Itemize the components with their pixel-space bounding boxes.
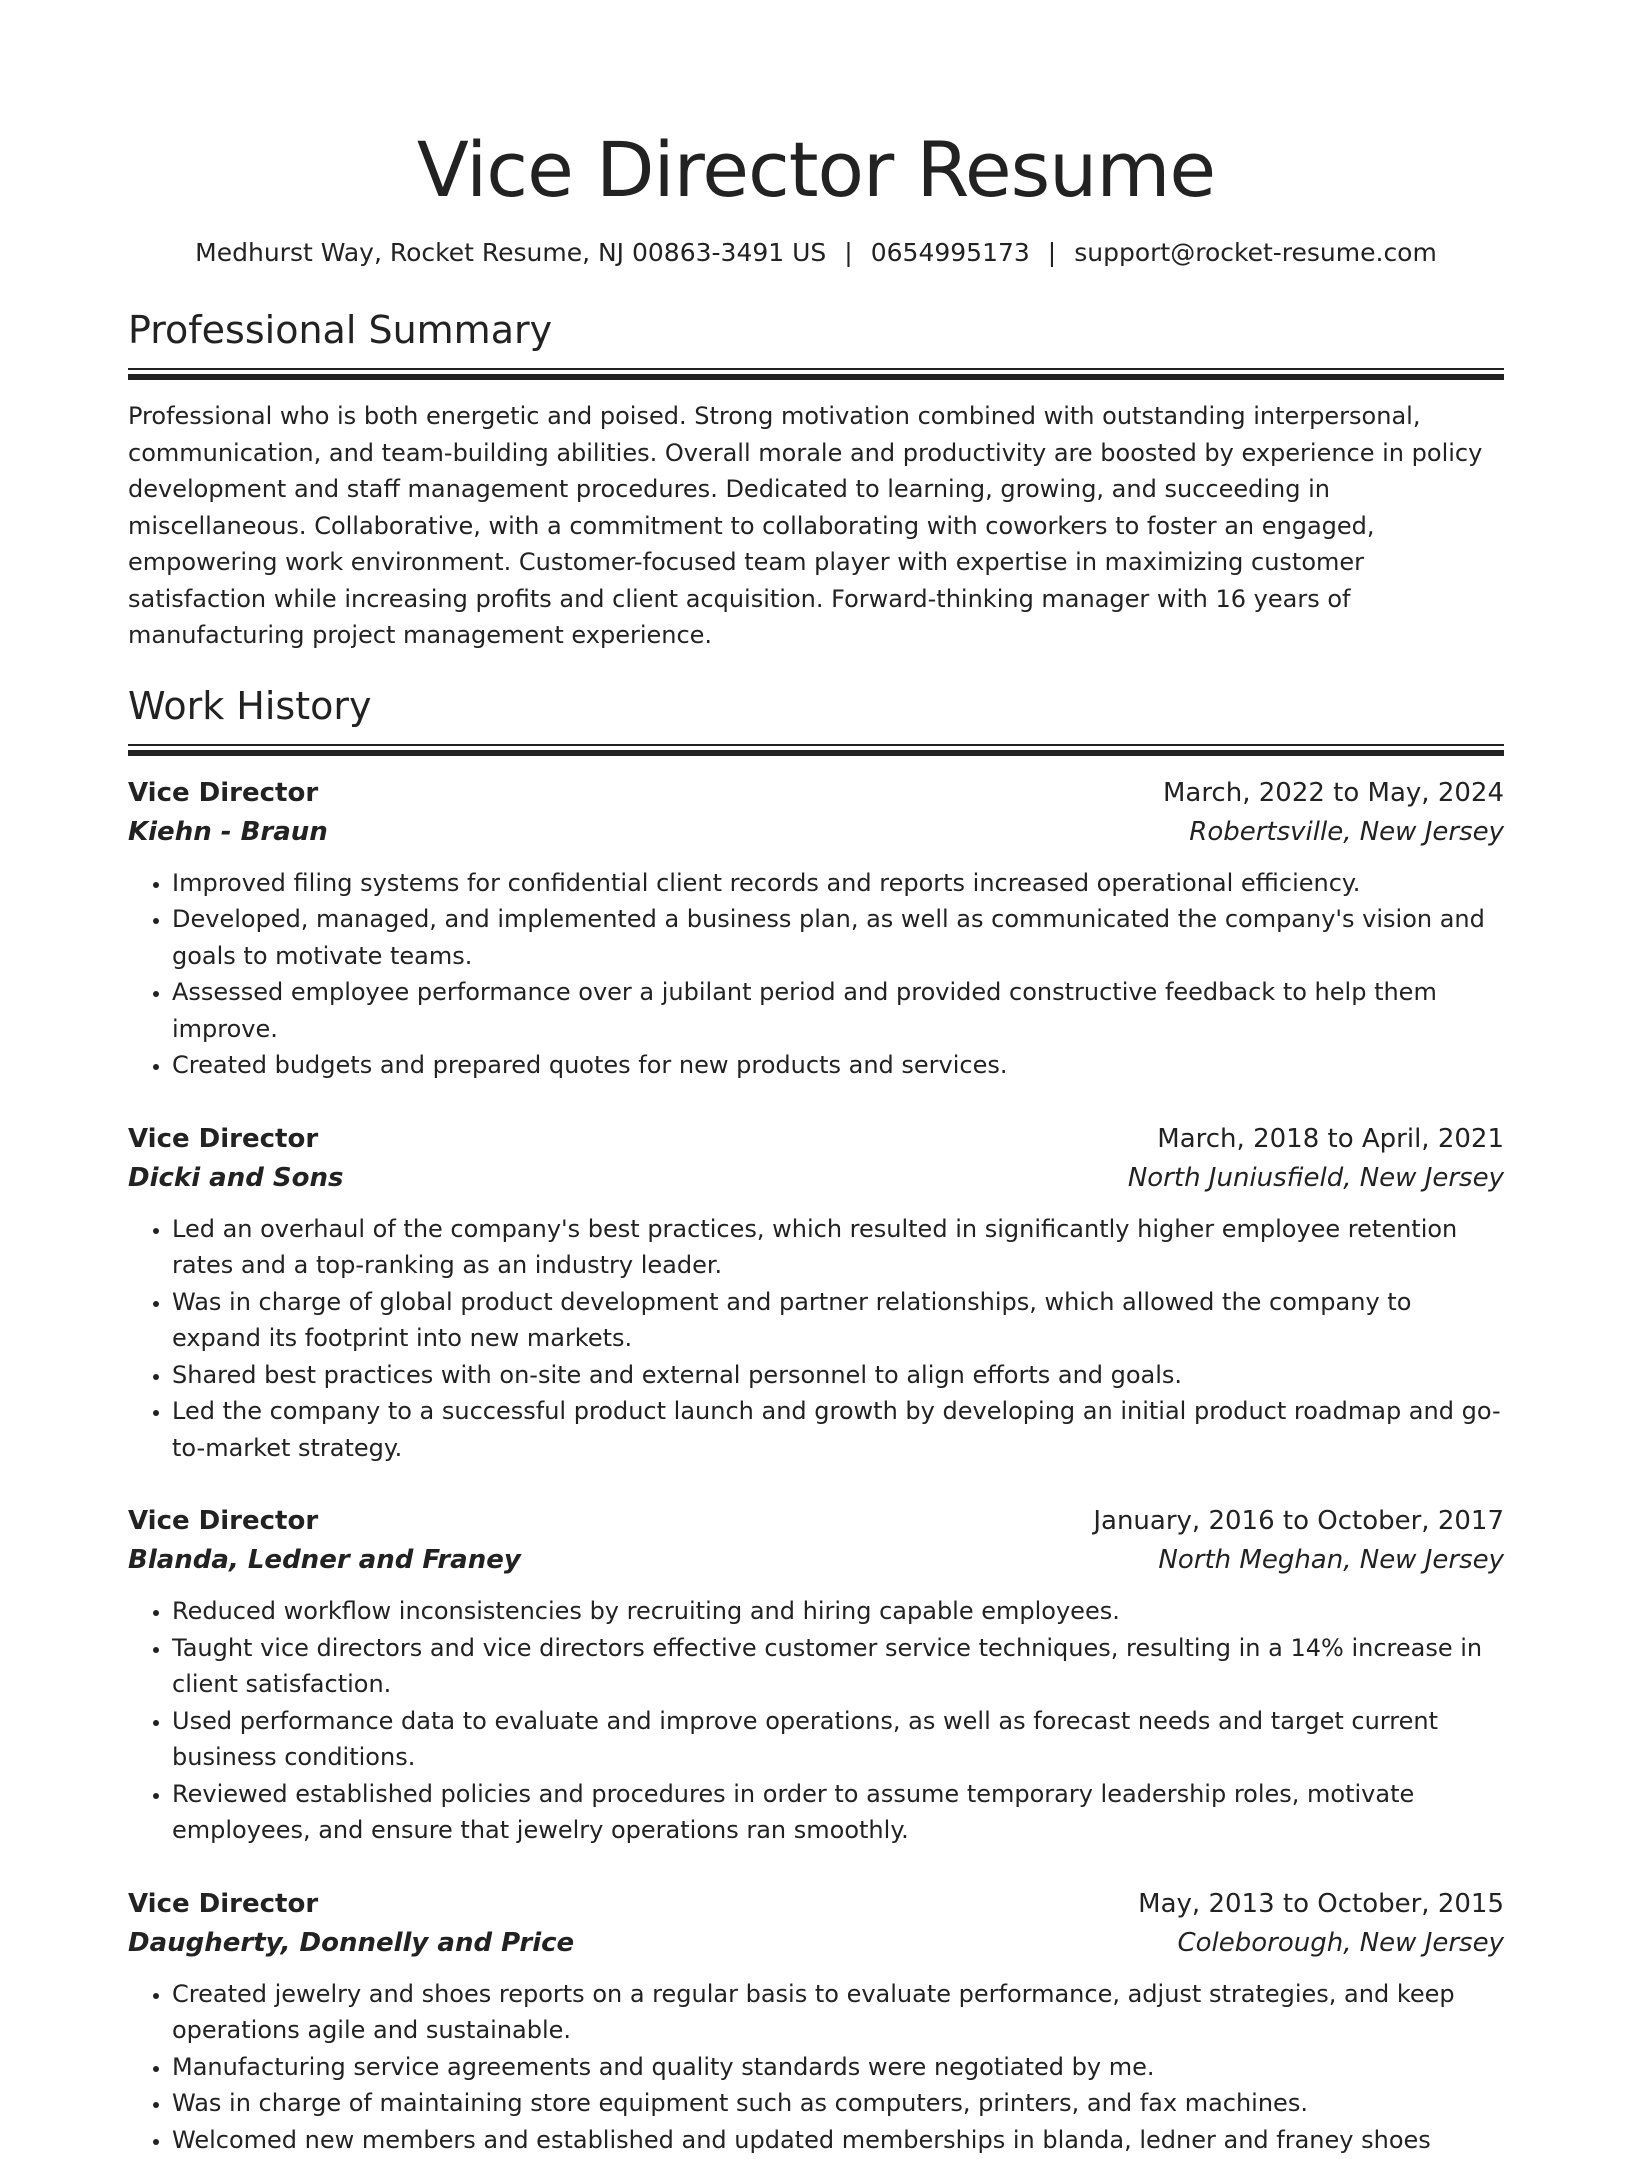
job-entry [128, 774, 1504, 1084]
job-bullet: • Was in charge of global product development and partner relationships, which allowed the company to expand its footprint into new markets. [172, 1284, 1504, 1357]
section-divider-thick [128, 374, 1504, 380]
job-bullets [128, 1593, 1504, 1849]
job-bullet: • Taught vice directors and vice directors effective customer service techniques, resulting in a 14% increase in client satisfaction. [172, 1630, 1504, 1703]
job-dates: January, 2016 to October, 2017 [1093, 1506, 1504, 1536]
section-divider [128, 744, 1504, 746]
job-bullet: • Shared best practices with on-site and external personnel to align efforts and goals. [172, 1357, 1504, 1394]
job-bullet: • Used performance data to evaluate and improve operations, as well as forecast needs and target current business conditions. [172, 1703, 1504, 1776]
job-bullet: • Created jewelry and shoes reports on a regular basis to evaluate performance, adjust strategies, and keep operations agile and sustainable. [172, 1976, 1504, 2049]
job-location: Robertsville, New Jersey [1189, 816, 1504, 847]
job-company-row [128, 1924, 1504, 1963]
job-bullet: • Welcomed new members and established and updated memberships in blanda, ledner and franey shoes [172, 2122, 1504, 2159]
job-bullet: • Reduced workflow inconsistencies by recruiting and hiring capable employees. [172, 1593, 1504, 1630]
job-company: Daugherty, Donnelly and Price [128, 1927, 575, 1958]
job-location: Coleborough, New Jersey [1177, 1927, 1504, 1958]
job-company: Blanda, Ledner and Franey [128, 1545, 521, 1575]
job-location: North Juniusfield, New Jersey [1127, 1162, 1504, 1193]
job-entry [128, 1120, 1504, 1467]
section-divider [128, 368, 1504, 370]
job-bullet: • Assessed employee performance over a jubilant period and provided constructive feedback to help them improve. [172, 974, 1504, 1047]
job-bullets [128, 1976, 1504, 2159]
job-title: Vice Director [128, 1123, 319, 1154]
job-entry [128, 1502, 1504, 1849]
job-bullet: • Reviewed established policies and procedures in order to assume temporary leadership roles, motivate employees, and ensure that jewelry operations ran smoothly. [172, 1776, 1504, 1849]
job-title: Vice Director [128, 1888, 319, 1919]
job-dates: March, 2018 to April, 2021 [1157, 1123, 1504, 1154]
job-header-row [128, 1885, 1504, 1924]
contact-email: support@rocket-resume.com [1074, 238, 1437, 267]
job-company-row [128, 1541, 1504, 1580]
section-title-work-history: Work History [128, 683, 372, 728]
job-header-row [128, 1120, 1504, 1159]
contact-separator: | [1047, 238, 1057, 267]
job-location: North Meghan, New Jersey [1158, 1545, 1504, 1575]
job-bullet: • Manufacturing service agreements and quality standards were negotiated by me. [172, 2049, 1504, 2086]
summary-text: Professional who is both energetic and poised. Strong motivation combined with outstanding interpersonal, communication, and team-building abilities. Overall morale and productivity are boosted by experience in policy development and staff management procedures. Dedicated to learning, growing, and succeeding in miscellaneous. Collaborative, with a commitment to collaborating with coworkers to foster an engaged, empowering work environment. Customer-focused team player with expertise in maximizing customer satisfaction while increasing profits and client acquisition. Forward-thinking manager with 16 years of manufacturing project management experience. [128, 402, 1483, 649]
job-entry [128, 1885, 1504, 2159]
professional-summary-section [128, 306, 1504, 654]
job-dates: March, 2022 to May, 2024 [1162, 777, 1504, 808]
job-bullet: • Led an overhaul of the company's best practices, which resulted in significantly higher employee retention rates and a top-ranking as an industry leader. [172, 1211, 1504, 1284]
job-bullet: • Led the company to a successful product launch and growth by developing an initial product roadmap and go-to-market strategy. [172, 1393, 1504, 1466]
job-dates: May, 2013 to October, 2015 [1138, 1888, 1504, 1919]
job-bullets [128, 1211, 1504, 1467]
job-bullet: • Created budgets and prepared quotes for new products and services. [172, 1047, 1504, 1084]
job-company-row [128, 813, 1504, 852]
job-title: Vice Director [128, 1506, 319, 1536]
resume-title: Vice Director Resume [416, 125, 1216, 214]
work-history-section [128, 682, 1504, 2159]
job-header-row [128, 774, 1504, 813]
job-company-row [128, 1159, 1504, 1198]
job-company: Kiehn - Braun [128, 816, 328, 847]
section-title-summary: Professional Summary [128, 308, 553, 352]
job-bullet: • Developed, managed, and implemented a business plan, as well as communicated the company's vision and goals to motivate teams. [172, 901, 1504, 974]
contact-phone: 0654995173 [870, 238, 1030, 267]
job-bullets [128, 865, 1504, 1084]
section-divider-thick [128, 750, 1504, 756]
job-header-row [128, 1502, 1504, 1541]
job-company: Dicki and Sons [128, 1162, 344, 1193]
job-title: Vice Director [128, 777, 319, 808]
resume-page [128, 0, 1504, 2158]
job-bullet: • Was in charge of maintaining store equipment such as computers, printers, and fax machines. [172, 2085, 1504, 2122]
contact-separator: | [844, 238, 853, 267]
job-bullet: • Improved filing systems for confidential client records and reports increased operational efficiency. [172, 865, 1504, 902]
contact-address: Medhurst Way, Rocket Resume, NJ 00863-3491 US [195, 238, 827, 267]
contact-line [128, 236, 1504, 270]
